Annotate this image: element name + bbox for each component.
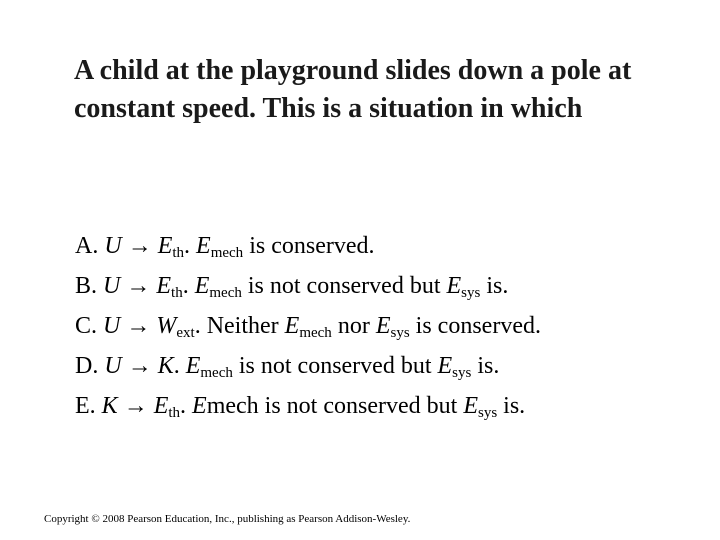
option-text: .	[173, 353, 186, 379]
option-b	[75, 266, 715, 306]
variable-symbol: E	[284, 313, 300, 339]
variable-symbol: K	[157, 353, 174, 379]
option-text: is.	[497, 393, 526, 419]
option-text: →	[121, 353, 158, 379]
option-text: .	[184, 233, 197, 259]
variable-symbol: E	[185, 353, 201, 379]
subscript-text: ext	[176, 325, 195, 341]
variable-symbol: E	[157, 233, 173, 259]
option-letter: C.	[75, 313, 104, 339]
option-letter: E.	[75, 393, 102, 419]
option-text: →	[117, 393, 154, 419]
option-text: is conserved.	[243, 233, 375, 259]
subscript-text: sys	[390, 325, 410, 341]
subscript-text: mech	[210, 245, 244, 261]
variable-symbol: E	[375, 313, 391, 339]
option-text: nor	[331, 313, 376, 339]
subscript-text: sys	[452, 365, 472, 381]
variable-symbol: E	[437, 353, 453, 379]
subscript-text: mech	[200, 365, 233, 381]
subscript-text: sys	[461, 285, 481, 301]
option-text: →	[121, 233, 158, 259]
subscript-text: th	[171, 285, 183, 301]
option-text: .	[180, 393, 193, 419]
variable-symbol: W	[156, 313, 177, 339]
subscript-text: th	[168, 405, 181, 421]
option-letter: A.	[75, 233, 105, 259]
variable-symbol: E	[156, 273, 172, 299]
option-letter: B.	[75, 273, 104, 299]
variable-symbol: U	[103, 273, 121, 299]
question-title: A child at the playground slides down a pole at constant speed. This is a situation in which	[74, 55, 632, 124]
option-text: is conserved.	[409, 313, 541, 339]
option-text: is not conserved but	[241, 273, 447, 299]
variable-symbol: E	[446, 273, 462, 299]
subscript-text: mech	[299, 325, 332, 341]
option-c	[75, 306, 715, 346]
subscript-text: mech	[209, 285, 242, 301]
option-text: →	[120, 313, 157, 339]
variable-symbol: U	[104, 233, 122, 259]
variable-symbol: E	[192, 393, 207, 419]
option-text: is not conserved but	[232, 353, 438, 379]
subscript-text: sys	[477, 405, 498, 421]
copyright-notice: Copyright © 2008 Pearson Education, Inc., publishing as Pearson Addison-Wesley.	[44, 513, 411, 525]
answer-options	[75, 226, 715, 426]
variable-symbol: K	[101, 393, 118, 419]
variable-symbol: E	[196, 233, 211, 259]
option-text: mech is not conserved but	[206, 393, 464, 419]
option-text: . Neither	[194, 313, 285, 339]
option-a	[75, 226, 715, 266]
option-d	[75, 346, 715, 386]
option-text: .	[182, 273, 195, 299]
variable-symbol: U	[103, 313, 121, 339]
variable-symbol: E	[194, 273, 210, 299]
option-text: →	[120, 273, 157, 299]
subscript-text: th	[172, 245, 185, 261]
variable-symbol: E	[153, 393, 169, 419]
option-text: is.	[480, 273, 509, 299]
variable-symbol: E	[463, 393, 478, 419]
option-text: is.	[471, 353, 500, 379]
option-letter: D.	[75, 353, 105, 379]
option-e	[75, 386, 715, 426]
variable-symbol: U	[104, 353, 122, 379]
